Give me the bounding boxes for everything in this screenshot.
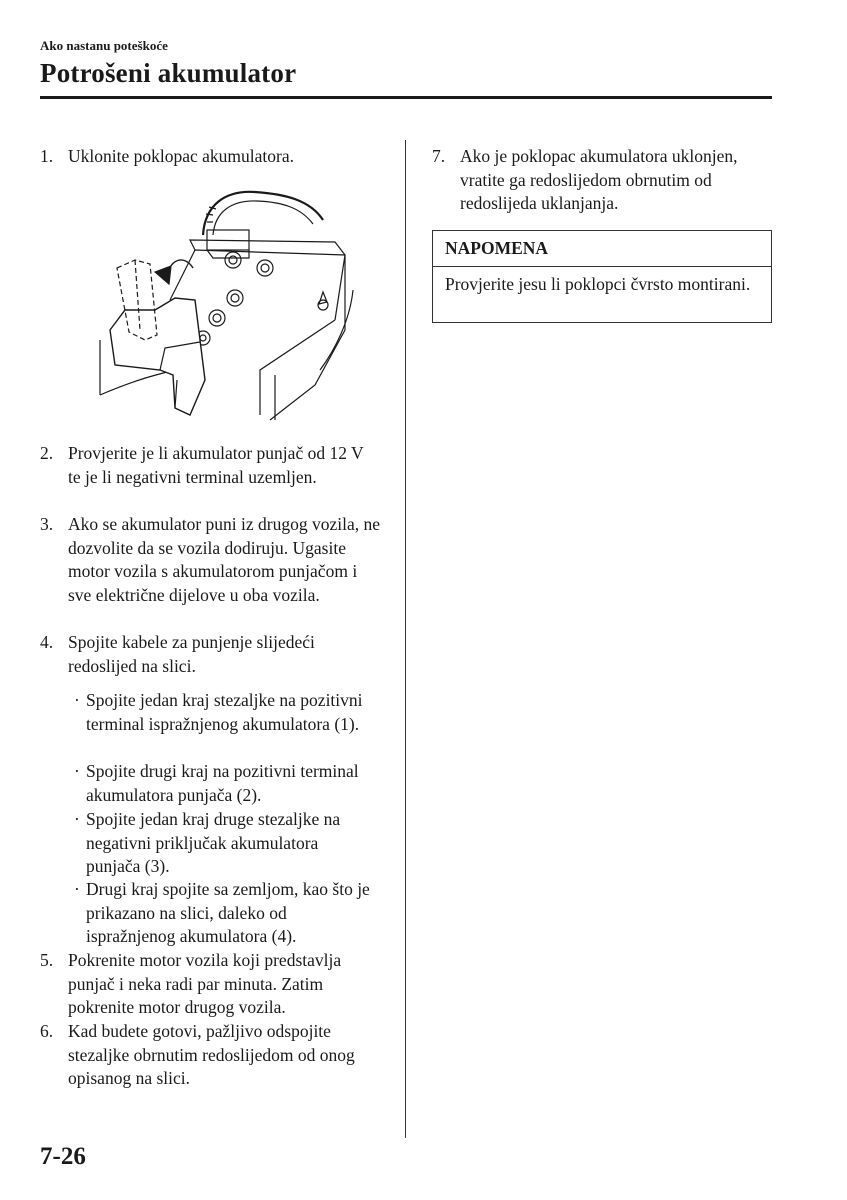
bullet-dot: · bbox=[74, 809, 80, 829]
section-label: Ako nastanu poteškoće bbox=[40, 38, 168, 53]
step-text: Kad budete gotovi, pažljivo odspojite stezaljke obrnutim redoslijedom od onog opisanog na slici. bbox=[68, 1021, 355, 1088]
step-5 bbox=[40, 949, 380, 1020]
step-text: Spojite kabele za punjenje slijedeći redoslijed na slici. bbox=[68, 632, 315, 676]
step-number: 3. bbox=[40, 514, 54, 534]
bullet-dot: · bbox=[74, 690, 80, 710]
page-title: Potrošeni akumulator bbox=[40, 58, 297, 88]
step-4 bbox=[40, 631, 380, 678]
bullet-text: Spojite drugi kraj na pozitivni terminal akumulatora punjača (2). bbox=[86, 761, 359, 805]
bullet-text: Spojite jedan kraj stezaljke na pozitivni terminal ispražnjenog akumulatora (1). bbox=[86, 690, 363, 734]
bullet-dot: · bbox=[74, 761, 80, 781]
step-number: 2. bbox=[40, 443, 54, 463]
step-number: 4. bbox=[40, 632, 54, 652]
step-text: Pokrenite motor vozila koji predstavlja punjač i neka radi par minuta. Zatim pokrenite motor drugog vozila. bbox=[68, 950, 342, 1017]
step-text: Uklonite poklopac akumulatora. bbox=[68, 146, 294, 166]
page-number: 7-26 bbox=[40, 1143, 86, 1170]
step-7 bbox=[432, 145, 777, 216]
step-3 bbox=[40, 513, 380, 607]
note-box bbox=[432, 230, 772, 323]
bullet-dot: · bbox=[74, 879, 80, 899]
note-heading: NAPOMENA bbox=[433, 231, 771, 267]
step-text: Provjerite je li akumulator punjač od 12 V te je li negativni terminal uzemljen. bbox=[68, 443, 364, 487]
step-6 bbox=[40, 1020, 380, 1091]
step-number: 1. bbox=[40, 146, 54, 166]
bullet-item-4 bbox=[74, 878, 374, 949]
note-body: Provjerite jesu li poklopci čvrsto montirani. bbox=[445, 274, 751, 294]
bullet-text: Drugi kraj spojite sa zemljom, kao što je prikazano na slici, daleko od ispražnjenog akumulatora (4). bbox=[86, 879, 370, 946]
step-number: 5. bbox=[40, 950, 54, 970]
step-number: 7. bbox=[432, 146, 446, 166]
step-2 bbox=[40, 442, 380, 489]
step-number: 6. bbox=[40, 1021, 54, 1041]
bullet-text: Spojite jedan kraj druge stezaljke na negativni priključak akumulatora punjača (3). bbox=[86, 809, 341, 876]
step-1 bbox=[40, 145, 380, 169]
bullet-item-3 bbox=[74, 808, 374, 879]
bullet-item-1 bbox=[74, 689, 374, 736]
column-divider bbox=[405, 140, 406, 1138]
step-text: Ako je poklopac akumulatora uklonjen, vratite ga redoslijedom obrnutim od redoslijeda uklanjanja. bbox=[460, 146, 738, 213]
battery-cover-illustration bbox=[95, 180, 355, 428]
bullet-item-2 bbox=[74, 760, 374, 807]
title-rule bbox=[40, 96, 772, 99]
step-text: Ako se akumulator puni iz drugog vozila, ne dozvolite da se vozila dodiruju. Ugasite motor vozila s akumulatorom punjačom i sve električne dijelove u oba vozila. bbox=[68, 514, 381, 605]
